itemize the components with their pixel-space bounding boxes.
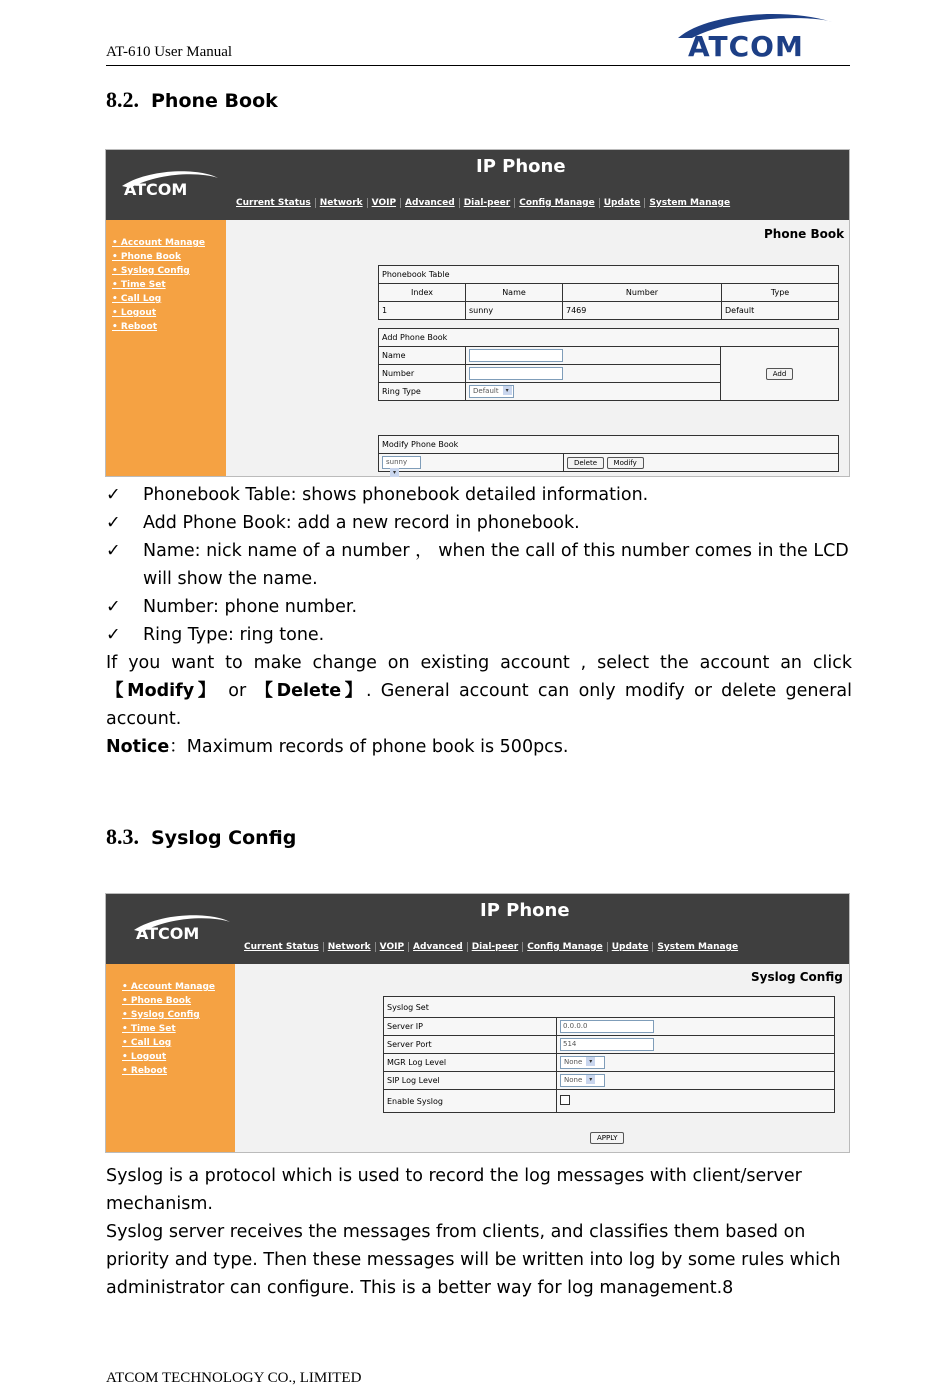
modify-keyword: 【Modify】 xyxy=(106,681,220,701)
modify-phone-book-form xyxy=(378,435,839,476)
sip-log-level-select[interactable] xyxy=(560,1074,605,1087)
app-logo-text: ATCOM xyxy=(124,180,188,199)
side-time-set[interactable]: • Time Set xyxy=(112,280,205,294)
nav-voip[interactable]: VOIP xyxy=(376,942,409,952)
list-item: ✓ Name: nick name of a number ， when the call of this number comes in the LCD will show the name. xyxy=(106,537,852,593)
phonebook-table xyxy=(378,265,839,320)
header-rule xyxy=(106,65,850,66)
enable-syslog-label: Enable Syslog xyxy=(384,1090,557,1113)
add-button[interactable]: Add xyxy=(766,368,794,380)
nav-current-status[interactable]: Current Status xyxy=(240,942,324,952)
modify-select[interactable] xyxy=(382,456,421,476)
ring-type-value: Default xyxy=(473,387,499,395)
syslog-description xyxy=(106,1162,850,1302)
footer-company: ATCOM TECHNOLOGY CO., LIMITED xyxy=(106,1370,362,1386)
list-item: ✓ Ring Type: ring tone. xyxy=(106,621,852,649)
section-heading-phone-book xyxy=(106,87,278,113)
modify-caption: Modify Phone Book xyxy=(379,436,839,454)
notice-line xyxy=(106,733,852,761)
enable-syslog-checkbox[interactable] xyxy=(560,1095,570,1105)
notice-label: Notice xyxy=(106,737,170,757)
nav-config-manage[interactable]: Config Manage xyxy=(515,198,600,208)
side-time-set[interactable]: • Time Set xyxy=(122,1024,215,1038)
nav-system-manage[interactable]: System Manage xyxy=(649,198,731,208)
nav-system-manage[interactable]: System Manage xyxy=(657,942,739,952)
chevron-down-icon: ▾ xyxy=(586,1057,595,1066)
cell-name: sunny xyxy=(466,302,563,320)
ring-type-select[interactable] xyxy=(469,385,514,398)
logo-text: ATCOM xyxy=(688,30,804,63)
side-account-manage[interactable]: • Account Manage xyxy=(112,238,205,252)
side-syslog-config[interactable]: • Syslog Config xyxy=(112,266,205,280)
mgr-log-level-label: MGR Log Level xyxy=(384,1054,557,1072)
add-phone-book-form xyxy=(378,328,839,401)
apply-button[interactable]: APPLY xyxy=(590,1132,624,1144)
ring-type-label: Ring Type xyxy=(379,383,466,401)
col-number: Number xyxy=(563,284,722,302)
syslog-paragraph-1: Syslog is a protocol which is used to record the log messages with client/server mechanism. xyxy=(106,1166,802,1214)
col-type: Type xyxy=(722,284,839,302)
nav-advanced[interactable]: Advanced xyxy=(401,198,460,208)
page-title: Phone Book xyxy=(764,227,845,241)
nav-dial-peer[interactable]: Dial-peer xyxy=(460,198,516,208)
section-number: 8.3. xyxy=(106,824,139,849)
modify-button[interactable]: Modify xyxy=(607,457,644,469)
col-index: Index xyxy=(379,284,466,302)
col-name: Name xyxy=(466,284,563,302)
sip-log-level-value: None xyxy=(564,1076,583,1084)
cell-type: Default xyxy=(722,302,839,320)
apply-wrap xyxy=(590,1125,624,1144)
app-topbar xyxy=(106,150,849,220)
name-input[interactable] xyxy=(469,349,563,362)
syslog-set-form xyxy=(383,996,835,1113)
nav-current-status[interactable]: Current Status xyxy=(232,198,316,208)
atcom-logo xyxy=(668,8,838,64)
side-logout[interactable]: • Logout xyxy=(122,1052,215,1066)
side-call-log[interactable]: • Call Log xyxy=(122,1038,215,1052)
page-title: Syslog Config xyxy=(751,970,843,984)
section-title: Phone Book xyxy=(151,90,278,112)
nav-update[interactable]: Update xyxy=(600,198,646,208)
server-ip-label: Server IP xyxy=(384,1018,557,1036)
top-nav xyxy=(232,198,734,208)
modify-select-value: sunny xyxy=(386,458,408,466)
syslog-caption: Syslog Set xyxy=(384,997,835,1018)
delete-button[interactable]: Delete xyxy=(567,457,604,469)
chevron-down-icon: ▾ xyxy=(586,1075,595,1084)
or-text: or xyxy=(219,681,256,701)
side-reboot[interactable]: • Reboot xyxy=(112,322,205,336)
syslog-paragraph-2: Syslog server receives the messages from clients, and classifies them based on priority and type. Then these messages will be written into log by some rules which administrator can configure. This is a better way for log management.8 xyxy=(106,1222,841,1298)
chevron-down-icon: ▾ xyxy=(503,386,512,395)
app-logo xyxy=(132,912,242,952)
app-title: IP Phone xyxy=(480,900,570,921)
modify-paragraph xyxy=(106,649,852,733)
side-account-manage[interactable]: • Account Manage xyxy=(122,982,215,996)
table-row[interactable] xyxy=(379,302,839,320)
para-text: If you want to make change on existing account , select the account an click xyxy=(106,653,852,673)
sip-log-level-label: SIP Log Level xyxy=(384,1072,557,1090)
feature-list xyxy=(106,481,852,649)
number-input[interactable] xyxy=(469,367,563,380)
nav-network[interactable]: Network xyxy=(316,198,368,208)
nav-network[interactable]: Network xyxy=(324,942,376,952)
nav-advanced[interactable]: Advanced xyxy=(409,942,468,952)
section-number: 8.2. xyxy=(106,87,139,112)
cell-index: 1 xyxy=(379,302,466,320)
manual-title: AT-610 User Manual xyxy=(106,44,233,60)
side-reboot[interactable]: • Reboot xyxy=(122,1066,215,1080)
list-item: ✓ Number: phone number. xyxy=(106,593,852,621)
nav-voip[interactable]: VOIP xyxy=(368,198,401,208)
server-port-input[interactable]: 514 xyxy=(560,1038,654,1051)
para-text-end: . General account can only modify or delete general account. xyxy=(106,681,853,729)
cell-number: 7469 xyxy=(563,302,722,320)
notice-text: ：Maximum records of phone book is 500pcs. xyxy=(169,737,569,757)
app-logo xyxy=(120,168,230,208)
mgr-log-level-value: None xyxy=(564,1058,583,1066)
app-title: IP Phone xyxy=(476,156,566,177)
server-port-label: Server Port xyxy=(384,1036,557,1054)
nav-config-manage[interactable]: Config Manage xyxy=(523,942,608,952)
chevron-down-icon: ▾ xyxy=(390,468,399,477)
side-logout[interactable]: • Logout xyxy=(112,308,205,322)
side-syslog-config[interactable]: • Syslog Config xyxy=(122,1010,215,1024)
nav-update[interactable]: Update xyxy=(608,942,654,952)
side-menu xyxy=(106,220,226,476)
mgr-log-level-select[interactable] xyxy=(560,1056,605,1069)
table-caption: Phonebook Table xyxy=(379,266,839,284)
number-label: Number xyxy=(379,365,466,383)
delete-keyword: 【Delete】 xyxy=(255,681,366,701)
top-nav xyxy=(240,942,742,952)
name-label: Name xyxy=(379,347,466,365)
list-item: ✓ Add Phone Book: add a new record in phonebook. xyxy=(106,509,852,537)
section-title: Syslog Config xyxy=(151,827,297,849)
side-phone-book[interactable]: • Phone Book xyxy=(112,252,205,266)
app-logo-text: ATCOM xyxy=(136,924,200,943)
side-menu xyxy=(106,964,235,1152)
syslog-config-screenshot xyxy=(105,893,850,1153)
list-item: ✓ Phonebook Table: shows phonebook detailed information. xyxy=(106,481,852,509)
side-call-log[interactable]: • Call Log xyxy=(112,294,205,308)
server-ip-input[interactable]: 0.0.0.0 xyxy=(560,1020,654,1033)
phone-book-description xyxy=(106,481,852,761)
side-phone-book[interactable]: • Phone Book xyxy=(122,996,215,1010)
nav-dial-peer[interactable]: Dial-peer xyxy=(468,942,524,952)
phone-book-screenshot xyxy=(105,149,850,477)
add-caption: Add Phone Book xyxy=(379,329,839,347)
section-heading-syslog-config xyxy=(106,824,296,850)
app-topbar xyxy=(106,894,849,964)
